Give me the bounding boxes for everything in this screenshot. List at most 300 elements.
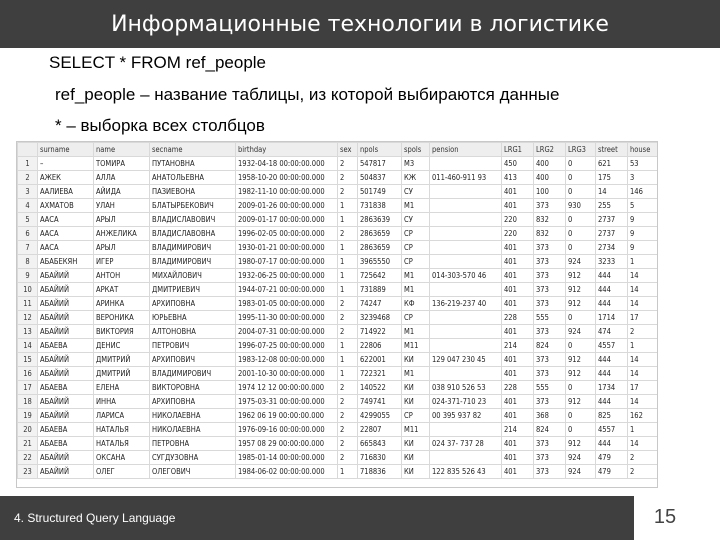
table-cell[interactable]: 373 <box>534 353 566 367</box>
table-cell[interactable]: 444 <box>596 437 628 451</box>
table-cell[interactable]: 731889 <box>358 283 402 297</box>
table-cell[interactable] <box>430 423 502 437</box>
table-row[interactable] <box>18 213 658 227</box>
row-number[interactable]: 1 <box>18 157 38 171</box>
table-cell[interactable]: ПАЗИЕВОНА <box>150 185 236 199</box>
table-cell[interactable]: 14 <box>628 283 658 297</box>
table-cell[interactable]: АХМАТОВ <box>38 199 94 213</box>
table-cell[interactable]: 9 <box>628 213 658 227</box>
table-cell[interactable]: 1 <box>628 339 658 353</box>
table-cell[interactable]: 14 <box>596 185 628 199</box>
table-cell[interactable]: ОЛЕГ <box>94 465 150 479</box>
table-cell[interactable]: 024-371-710 23 <box>430 395 502 409</box>
table-cell[interactable]: 2004-07-31 00:00:00.000 <box>236 325 338 339</box>
table-cell[interactable]: М1 <box>402 199 430 213</box>
table-cell[interactable]: 1975-03-31 00:00:00.000 <box>236 395 338 409</box>
table-cell[interactable]: 824 <box>534 339 566 353</box>
table-row[interactable] <box>18 395 658 409</box>
table-cell[interactable]: 2 <box>338 325 358 339</box>
table-cell[interactable]: 824 <box>534 423 566 437</box>
table-cell[interactable]: 444 <box>596 297 628 311</box>
table-cell[interactable]: 1 <box>338 269 358 283</box>
table-cell[interactable]: 722321 <box>358 367 402 381</box>
table-cell[interactable]: ДМИТРИЙ <box>94 367 150 381</box>
table-cell[interactable]: 1983-12-08 00:00:00.000 <box>236 353 338 367</box>
table-cell[interactable]: 220 <box>502 213 534 227</box>
table-cell[interactable]: АБАЙИЙ <box>38 283 94 297</box>
table-cell[interactable]: 17 <box>628 311 658 325</box>
table-cell[interactable]: 0 <box>566 409 596 423</box>
table-cell[interactable]: АБАЙИЙ <box>38 395 94 409</box>
table-cell[interactable]: КИ <box>402 395 430 409</box>
table-cell[interactable]: М11 <box>402 423 430 437</box>
row-number[interactable]: 7 <box>18 241 38 255</box>
table-cell[interactable]: 622001 <box>358 353 402 367</box>
table-cell[interactable]: 1 <box>338 353 358 367</box>
table-cell[interactable]: 373 <box>534 297 566 311</box>
table-cell[interactable]: 1983-01-05 00:00:00.000 <box>236 297 338 311</box>
table-cell[interactable]: 2 <box>338 451 358 465</box>
column-header[interactable]: secname <box>150 143 236 157</box>
table-cell[interactable]: 2863639 <box>358 213 402 227</box>
table-cell[interactable]: 401 <box>502 395 534 409</box>
table-row[interactable] <box>18 157 658 171</box>
table-cell[interactable]: 3 <box>628 171 658 185</box>
table-cell[interactable]: 9 <box>628 241 658 255</box>
table-cell[interactable]: 2 <box>628 325 658 339</box>
table-cell[interactable]: 255 <box>596 199 628 213</box>
table-cell[interactable]: 718836 <box>358 465 402 479</box>
table-cell[interactable]: 1958-10-20 00:00:00.000 <box>236 171 338 185</box>
table-cell[interactable]: ИННА <box>94 395 150 409</box>
table-cell[interactable]: 2 <box>338 381 358 395</box>
row-number[interactable]: 6 <box>18 227 38 241</box>
table-cell[interactable]: СР <box>402 409 430 423</box>
table-cell[interactable]: 2009-01-17 00:00:00.000 <box>236 213 338 227</box>
table-row[interactable] <box>18 241 658 255</box>
table-cell[interactable]: 930 <box>566 199 596 213</box>
table-cell[interactable]: 1 <box>338 255 358 269</box>
table-cell[interactable]: 0 <box>566 227 596 241</box>
column-header[interactable]: LRG1 <box>502 143 534 157</box>
table-cell[interactable] <box>430 213 502 227</box>
row-number[interactable]: 5 <box>18 213 38 227</box>
table-cell[interactable]: 9 <box>628 227 658 241</box>
table-cell[interactable]: 228 <box>502 381 534 395</box>
table-cell[interactable]: 373 <box>534 255 566 269</box>
table-cell[interactable]: 1714 <box>596 311 628 325</box>
table-cell[interactable]: 373 <box>534 241 566 255</box>
table-cell[interactable]: АБАБЕКЯН <box>38 255 94 269</box>
table-cell[interactable]: ЮРЬЕВНА <box>150 311 236 325</box>
row-number[interactable]: 18 <box>18 395 38 409</box>
table-cell[interactable]: 401 <box>502 185 534 199</box>
table-cell[interactable]: 1974 12 12 00:00:00.000 <box>236 381 338 395</box>
table-cell[interactable]: 444 <box>596 269 628 283</box>
table-row[interactable] <box>18 185 658 199</box>
table-cell[interactable]: 924 <box>566 255 596 269</box>
table-cell[interactable]: 014-303-570 46 <box>430 269 502 283</box>
table-cell[interactable] <box>430 325 502 339</box>
table-cell[interactable]: 1985-01-14 00:00:00.000 <box>236 451 338 465</box>
table-cell[interactable]: АБАЙИЙ <box>38 311 94 325</box>
table-cell[interactable]: АРХИПОВНА <box>150 395 236 409</box>
row-number[interactable]: 3 <box>18 185 38 199</box>
table-cell[interactable]: 0 <box>566 423 596 437</box>
table-cell[interactable]: 504837 <box>358 171 402 185</box>
table-cell[interactable]: 214 <box>502 339 534 353</box>
table-cell[interactable]: 0 <box>566 241 596 255</box>
table-cell[interactable]: НАТАЛЬЯ <box>94 423 150 437</box>
table-cell[interactable]: 1957 08 29 00:00:00.000 <box>236 437 338 451</box>
table-cell[interactable]: М11 <box>402 339 430 353</box>
table-cell[interactable]: 401 <box>502 353 534 367</box>
table-cell[interactable]: 3233 <box>596 255 628 269</box>
table-cell[interactable]: 1984-06-02 00:00:00.000 <box>236 465 338 479</box>
table-cell[interactable]: 1932-06-25 00:00:00.000 <box>236 269 338 283</box>
table-cell[interactable] <box>430 241 502 255</box>
table-cell[interactable]: 011-460-911 93 <box>430 171 502 185</box>
table-cell[interactable]: 400 <box>534 157 566 171</box>
table-row[interactable] <box>18 269 658 283</box>
table-cell[interactable]: 825 <box>596 409 628 423</box>
table-cell[interactable]: 749741 <box>358 395 402 409</box>
table-cell[interactable]: АРХИПОВНА <box>150 297 236 311</box>
row-number[interactable]: 13 <box>18 325 38 339</box>
table-cell[interactable]: 444 <box>596 395 628 409</box>
table-cell[interactable]: КИ <box>402 451 430 465</box>
table-cell[interactable]: ДЕНИС <box>94 339 150 353</box>
table-cell[interactable]: СУ <box>402 185 430 199</box>
table-cell[interactable]: 0 <box>566 185 596 199</box>
row-number[interactable]: 16 <box>18 367 38 381</box>
table-cell[interactable]: УЛАН <box>94 199 150 213</box>
table-row[interactable] <box>18 339 658 353</box>
table-cell[interactable]: 401 <box>502 297 534 311</box>
table-cell[interactable]: 401 <box>502 241 534 255</box>
table-cell[interactable]: АНАТОЛЬЕВНА <box>150 171 236 185</box>
table-cell[interactable]: АБАЙИЙ <box>38 325 94 339</box>
table-cell[interactable]: 1 <box>338 213 358 227</box>
table-cell[interactable]: АБАЙИЙ <box>38 353 94 367</box>
column-header[interactable]: street <box>596 143 628 157</box>
table-cell[interactable]: 214 <box>502 423 534 437</box>
table-cell[interactable]: 912 <box>566 367 596 381</box>
table-cell[interactable]: 0 <box>566 157 596 171</box>
table-cell[interactable]: ААСА <box>38 227 94 241</box>
table-cell[interactable]: ПУТАНОВНА <box>150 157 236 171</box>
table-cell[interactable]: АБАЙИЙ <box>38 367 94 381</box>
table-cell[interactable]: 0 <box>566 381 596 395</box>
table-cell[interactable]: 924 <box>566 465 596 479</box>
row-number[interactable]: 20 <box>18 423 38 437</box>
table-cell[interactable]: 832 <box>534 227 566 241</box>
table-cell[interactable]: 714922 <box>358 325 402 339</box>
table-cell[interactable]: 1996-02-05 00:00:00.000 <box>236 227 338 241</box>
table-cell[interactable]: 00 395 937 82 <box>430 409 502 423</box>
table-cell[interactable]: 401 <box>502 451 534 465</box>
table-row[interactable] <box>18 297 658 311</box>
table-cell[interactable]: 122 835 526 43 <box>430 465 502 479</box>
row-number[interactable]: 8 <box>18 255 38 269</box>
table-cell[interactable]: 14 <box>628 367 658 381</box>
table-cell[interactable]: АЛЛА <box>94 171 150 185</box>
row-number[interactable]: 12 <box>18 311 38 325</box>
table-cell[interactable]: 0 <box>566 311 596 325</box>
table-cell[interactable]: 024 37- 737 28 <box>430 437 502 451</box>
table-cell[interactable] <box>430 311 502 325</box>
table-cell[interactable]: М1 <box>402 325 430 339</box>
table-cell[interactable]: 401 <box>502 465 534 479</box>
table-cell[interactable] <box>430 255 502 269</box>
table-cell[interactable]: АБАЙИЙ <box>38 465 94 479</box>
table-row[interactable] <box>18 353 658 367</box>
table-cell[interactable]: 2001-10-30 00:00:00.000 <box>236 367 338 381</box>
table-cell[interactable]: М3 <box>402 157 430 171</box>
table-cell[interactable]: 17 <box>628 381 658 395</box>
table-cell[interactable]: АРЫЛ <box>94 213 150 227</box>
table-cell[interactable]: 2737 <box>596 227 628 241</box>
table-cell[interactable]: 14 <box>628 269 658 283</box>
table-cell[interactable]: СР <box>402 311 430 325</box>
table-cell[interactable]: 373 <box>534 199 566 213</box>
table-cell[interactable]: АЖЕК <box>38 171 94 185</box>
table-row[interactable] <box>18 171 658 185</box>
table-cell[interactable]: АБАЙИЙ <box>38 451 94 465</box>
table-cell[interactable]: 450 <box>502 157 534 171</box>
table-cell[interactable]: НИКОЛАЕВНА <box>150 423 236 437</box>
table-cell[interactable] <box>430 185 502 199</box>
table-cell[interactable]: 1 <box>338 339 358 353</box>
table-cell[interactable]: БЛАТЫРБЕКОВИЧ <box>150 199 236 213</box>
table-cell[interactable]: 401 <box>502 255 534 269</box>
table-cell[interactable]: 501749 <box>358 185 402 199</box>
table-cell[interactable]: 14 <box>628 297 658 311</box>
table-cell[interactable]: ДМИТРИЙ <box>94 353 150 367</box>
table-cell[interactable]: СР <box>402 227 430 241</box>
table-cell[interactable]: 0 <box>566 339 596 353</box>
table-cell[interactable]: 373 <box>534 395 566 409</box>
table-cell[interactable]: КЖ <box>402 171 430 185</box>
table-cell[interactable]: АБАЕВА <box>38 423 94 437</box>
table-cell[interactable]: 1995-11-30 00:00:00.000 <box>236 311 338 325</box>
column-header[interactable]: npols <box>358 143 402 157</box>
row-number[interactable]: 19 <box>18 409 38 423</box>
table-cell[interactable]: 2 <box>338 423 358 437</box>
table-cell[interactable]: ААСА <box>38 213 94 227</box>
table-cell[interactable]: 731838 <box>358 199 402 213</box>
table-cell[interactable]: КИ <box>402 353 430 367</box>
table-cell[interactable]: СУ <box>402 213 430 227</box>
table-cell[interactable]: АРКАТ <box>94 283 150 297</box>
table-cell[interactable]: 555 <box>534 381 566 395</box>
column-header[interactable]: LRG3 <box>566 143 596 157</box>
table-cell[interactable]: 373 <box>534 325 566 339</box>
table-cell[interactable]: 2 <box>338 297 358 311</box>
table-row[interactable] <box>18 367 658 381</box>
table-cell[interactable]: 2 <box>338 157 358 171</box>
table-cell[interactable] <box>430 227 502 241</box>
table-cell[interactable]: 413 <box>502 171 534 185</box>
table-cell[interactable]: 373 <box>534 451 566 465</box>
table-cell[interactable]: 479 <box>596 451 628 465</box>
table-cell[interactable]: 2737 <box>596 213 628 227</box>
table-cell[interactable]: 140522 <box>358 381 402 395</box>
table-cell[interactable]: 1 <box>338 283 358 297</box>
row-number[interactable]: 2 <box>18 171 38 185</box>
table-cell[interactable]: 1976-09-16 00:00:00.000 <box>236 423 338 437</box>
table-cell[interactable]: ПЕТРОВИЧ <box>150 339 236 353</box>
row-number[interactable]: 21 <box>18 437 38 451</box>
table-cell[interactable]: 220 <box>502 227 534 241</box>
table-cell[interactable]: ЕЛЕНА <box>94 381 150 395</box>
row-number[interactable]: 10 <box>18 283 38 297</box>
table-cell[interactable]: 373 <box>534 367 566 381</box>
table-cell[interactable]: 2 <box>338 409 358 423</box>
table-cell[interactable]: 162 <box>628 409 658 423</box>
table-cell[interactable]: ИГЕР <box>94 255 150 269</box>
table-cell[interactable]: 74247 <box>358 297 402 311</box>
table-cell[interactable]: 53 <box>628 157 658 171</box>
table-cell[interactable]: 401 <box>502 367 534 381</box>
table-cell[interactable]: СУГДУЗОВНА <box>150 451 236 465</box>
table-cell[interactable]: ВЛАДИМИРОВИЧ <box>150 367 236 381</box>
table-cell[interactable]: ОЛЕГОВИЧ <box>150 465 236 479</box>
table-cell[interactable]: АРИНКА <box>94 297 150 311</box>
table-cell[interactable]: 2 <box>338 227 358 241</box>
table-cell[interactable]: 547817 <box>358 157 402 171</box>
table-cell[interactable]: 0 <box>566 171 596 185</box>
table-cell[interactable] <box>430 199 502 213</box>
column-header[interactable]: birthday <box>236 143 338 157</box>
table-cell[interactable]: 14 <box>628 353 658 367</box>
table-cell[interactable]: 912 <box>566 297 596 311</box>
table-cell[interactable]: 1944-07-21 00:00:00.000 <box>236 283 338 297</box>
table-cell[interactable]: 14 <box>628 437 658 451</box>
column-header[interactable]: surname <box>38 143 94 157</box>
table-cell[interactable]: 924 <box>566 325 596 339</box>
table-cell[interactable]: 1980-07-17 00:00:00.000 <box>236 255 338 269</box>
table-cell[interactable]: ААСА <box>38 241 94 255</box>
table-cell[interactable]: 373 <box>534 465 566 479</box>
table-cell[interactable]: АБАЙИЙ <box>38 297 94 311</box>
table-cell[interactable]: 1 <box>338 465 358 479</box>
table-cell[interactable]: 2 <box>628 451 658 465</box>
table-cell[interactable]: 912 <box>566 283 596 297</box>
row-number[interactable]: 9 <box>18 269 38 283</box>
row-number[interactable]: 11 <box>18 297 38 311</box>
table-cell[interactable]: 401 <box>502 325 534 339</box>
table-cell[interactable]: 912 <box>566 437 596 451</box>
table-cell[interactable]: НИКОЛАЕВНА <box>150 409 236 423</box>
table-cell[interactable]: 4557 <box>596 423 628 437</box>
table-cell[interactable]: 136-219-237 40 <box>430 297 502 311</box>
table-row[interactable] <box>18 423 658 437</box>
table-row[interactable] <box>18 199 658 213</box>
table-cell[interactable]: 555 <box>534 311 566 325</box>
table-cell[interactable]: 1 <box>338 241 358 255</box>
table-cell[interactable]: М1 <box>402 367 430 381</box>
table-cell[interactable]: МИХАЙЛОВИЧ <box>150 269 236 283</box>
table-cell[interactable]: ВИКТОРИЯ <box>94 325 150 339</box>
table-cell[interactable]: 2009-01-26 00:00:00.000 <box>236 199 338 213</box>
table-cell[interactable]: АБАЙИЙ <box>38 409 94 423</box>
table-cell[interactable]: ТОМИРА <box>94 157 150 171</box>
table-cell[interactable]: 1 <box>338 367 358 381</box>
table-cell[interactable]: КИ <box>402 465 430 479</box>
table-cell[interactable]: 665843 <box>358 437 402 451</box>
table-cell[interactable]: ПЕТРОВНА <box>150 437 236 451</box>
table-cell[interactable]: АНТОН <box>94 269 150 283</box>
table-row[interactable] <box>18 325 658 339</box>
row-number[interactable]: 15 <box>18 353 38 367</box>
table-cell[interactable]: 1982-11-10 00:00:00.000 <box>236 185 338 199</box>
column-header[interactable]: house <box>628 143 658 157</box>
table-cell[interactable]: АЙИДА <box>94 185 150 199</box>
table-cell[interactable]: – <box>38 157 94 171</box>
table-cell[interactable]: 912 <box>566 395 596 409</box>
table-row[interactable] <box>18 311 658 325</box>
table-cell[interactable]: СР <box>402 255 430 269</box>
table-cell[interactable]: 401 <box>502 283 534 297</box>
table-cell[interactable]: ВЛАДИМИРОВИЧ <box>150 241 236 255</box>
row-number[interactable]: 17 <box>18 381 38 395</box>
table-cell[interactable]: ВЕРОНИКА <box>94 311 150 325</box>
table-row[interactable] <box>18 465 658 479</box>
table-cell[interactable]: 2863659 <box>358 227 402 241</box>
table-cell[interactable]: 14 <box>628 395 658 409</box>
column-header[interactable]: spols <box>402 143 430 157</box>
table-cell[interactable]: 2 <box>628 465 658 479</box>
table-cell[interactable]: 912 <box>566 269 596 283</box>
table-cell[interactable] <box>430 283 502 297</box>
table-cell[interactable]: НАТАЛЬЯ <box>94 437 150 451</box>
table-cell[interactable]: 2734 <box>596 241 628 255</box>
table-cell[interactable]: 444 <box>596 367 628 381</box>
table-cell[interactable]: 401 <box>502 199 534 213</box>
table-cell[interactable]: 400 <box>534 171 566 185</box>
table-cell[interactable]: СР <box>402 241 430 255</box>
table-cell[interactable]: 1932-04-18 00:00:00.000 <box>236 157 338 171</box>
row-number[interactable]: 14 <box>18 339 38 353</box>
row-number[interactable]: 22 <box>18 451 38 465</box>
column-header[interactable]: pension <box>430 143 502 157</box>
table-row[interactable] <box>18 437 658 451</box>
table-cell[interactable]: 175 <box>596 171 628 185</box>
table-cell[interactable]: 1962 06 19 00:00:00.000 <box>236 409 338 423</box>
table-cell[interactable]: 725642 <box>358 269 402 283</box>
table-cell[interactable]: ЛАРИСА <box>94 409 150 423</box>
table-cell[interactable]: 373 <box>534 269 566 283</box>
table-row[interactable] <box>18 381 658 395</box>
table-cell[interactable]: АРЫЛ <box>94 241 150 255</box>
table-cell[interactable]: 146 <box>628 185 658 199</box>
table-cell[interactable]: ВЛАДИМИРОВИЧ <box>150 255 236 269</box>
table-cell[interactable] <box>430 339 502 353</box>
column-header[interactable]: name <box>94 143 150 157</box>
table-cell[interactable]: М1 <box>402 269 430 283</box>
table-cell[interactable]: КИ <box>402 381 430 395</box>
table-cell[interactable] <box>430 451 502 465</box>
table-cell[interactable]: 22806 <box>358 339 402 353</box>
table-cell[interactable]: 373 <box>534 283 566 297</box>
table-cell[interactable]: 2 <box>338 437 358 451</box>
table-cell[interactable]: ДМИТРИЕВИЧ <box>150 283 236 297</box>
table-cell[interactable]: 912 <box>566 353 596 367</box>
table-cell[interactable]: АЛТОНОВНА <box>150 325 236 339</box>
table-cell[interactable]: 479 <box>596 465 628 479</box>
column-header[interactable]: LRG2 <box>534 143 566 157</box>
